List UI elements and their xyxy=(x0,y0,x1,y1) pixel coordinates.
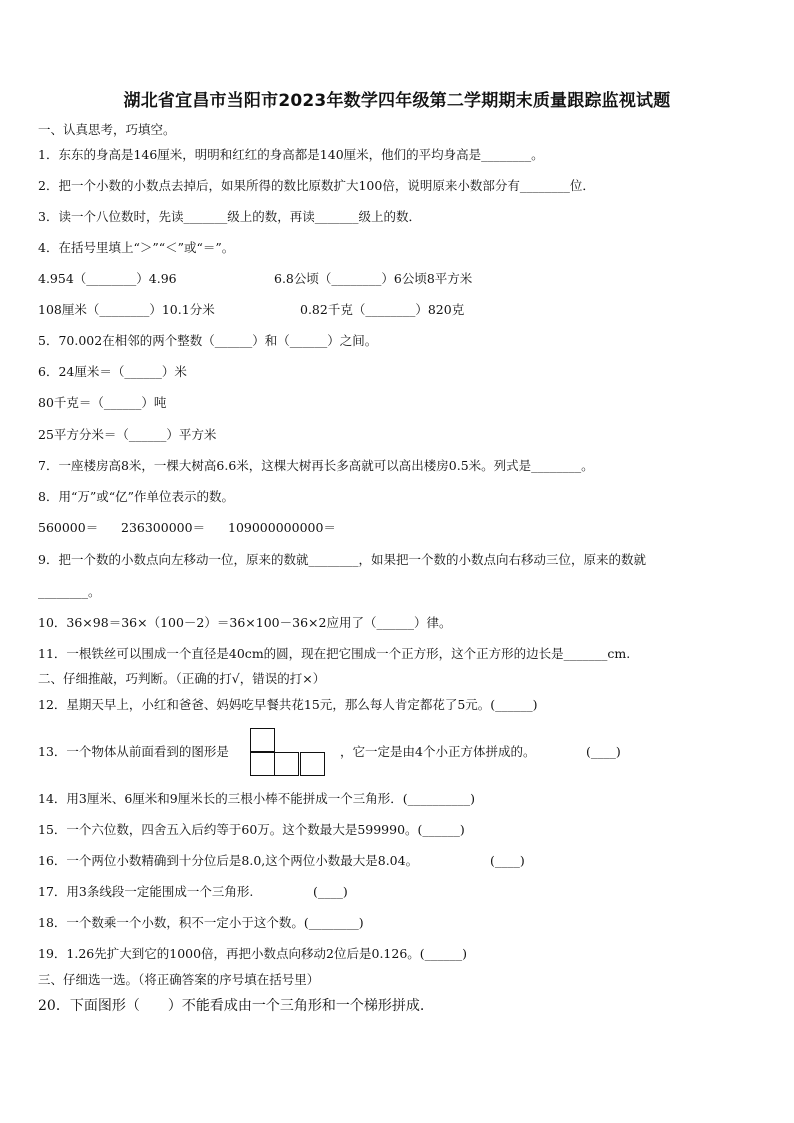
question-12: 12．星期天早上，小红和爸爸、妈妈吃早餐共花15元，那么每人肯定都花了5元。(______) xyxy=(38,697,538,712)
question-13 xyxy=(38,744,738,760)
question-19: 19．1.26先扩大到它的1000倍，再把小数点向移动2位后是0.126。(______) xyxy=(38,946,468,961)
section-3-heading: 三、仔细选一选。（将正确答案的序号填在括号里） xyxy=(38,972,320,987)
question-8-item-b: 236300000＝ xyxy=(121,520,206,535)
section-1-heading: 一、认真思考，巧填空。 xyxy=(38,122,176,137)
question-6-line-3: 25平方分米＝（______）平方米 xyxy=(38,427,217,442)
question-17-answer: (____) xyxy=(313,884,348,899)
question-13-answer: (____) xyxy=(586,744,621,759)
question-15: 15．一个六位数，四舍五入后约等于60万。这个数最大是599990。(______) xyxy=(38,822,465,837)
question-4-item-a: 4.954（________）4.96 xyxy=(38,271,177,286)
question-4-row-2 xyxy=(38,302,738,318)
section-2-heading: 二、仔细推敲，巧判断。（正确的打√，错误的打×） xyxy=(38,671,326,686)
question-9-line-2: ________。 xyxy=(38,584,101,599)
figure-square xyxy=(300,752,325,776)
question-6-line-1: 6．24厘米＝（______）米 xyxy=(38,364,187,379)
question-4-item-b: 6.8公顷（________）6公顷8平方米 xyxy=(274,271,473,286)
question-2: 2．把一个小数的小数点去掉后，如果所得的数比原数扩大100倍，说明原来小数部分有________位． xyxy=(38,178,595,193)
figure-square xyxy=(250,752,275,776)
question-16 xyxy=(38,853,738,869)
question-13-text-a: 13．一个物体从前面看到的图形是 xyxy=(38,744,229,759)
question-16-answer: (____) xyxy=(490,853,525,868)
question-4-item-d: 0.82千克（________）820克 xyxy=(300,302,465,317)
page-title: 湖北省宜昌市当阳市2023年数学四年级第二学期期末质量跟踪监视试题 xyxy=(123,91,671,111)
question-4-row-1 xyxy=(38,271,738,287)
question-4-item-c: 108厘米（________）10.1分米 xyxy=(38,302,215,317)
question-13-text-b: ，它一定是由4个小正方体拼成的。 xyxy=(340,744,536,759)
question-5: 5．70.002在相邻的两个整数（______）和（______）之间。 xyxy=(38,333,378,348)
question-17-text: 17．用3条线段一定能围成一个三角形. xyxy=(38,884,254,899)
question-18: 18．一个数乘一个小数，积不一定小于这个数。(________) xyxy=(38,915,364,930)
question-3: 3．读一个八位数时，先读_______级上的数，再读_______级上的数． xyxy=(38,209,421,224)
question-17 xyxy=(38,884,738,900)
question-1: 1．东东的身高是146厘米，明明和红红的身高都是140厘米，他们的平均身高是________。 xyxy=(38,147,544,162)
question-7: 7．一座楼房高8米，一棵大树高6.6米，这棵大树再长多高就可以高出楼房0.5米。列式是________。 xyxy=(38,458,594,473)
figure-square xyxy=(250,728,275,752)
front-view-figure xyxy=(250,728,328,778)
question-4: 4．在括号里填上“＞”“＜”或“＝”。 xyxy=(38,240,235,255)
question-11: 11．一根铁丝可以围成一个直径是40cm的圆，现在把它围成一个正方形，这个正方形的边长是_______cm. xyxy=(38,646,631,661)
question-20: 20．下面图形（ ）不能看成由一个三角形和一个梯形拼成. xyxy=(38,998,425,1014)
question-10: 10．36×98＝36×（100－2）＝36×100－36×2应用了（______）律。 xyxy=(38,615,452,630)
question-9-line-1: 9．把一个数的小数点向左移动一位，原来的数就________，如果把一个数的小数点向右移动三位，原来的数就 xyxy=(38,552,646,567)
question-8-item-c: 109000000000＝ xyxy=(228,520,336,535)
question-6-line-2: 80千克＝（______）吨 xyxy=(38,395,167,410)
question-8: 8．用“万”或“亿”作单位表示的数。 xyxy=(38,489,235,504)
question-14: 14．用3厘米、6厘米和9厘米长的三根小棒不能拼成一个三角形．(__________) xyxy=(38,791,476,806)
question-8-item-a: 560000＝ xyxy=(38,520,99,535)
figure-square xyxy=(274,752,299,776)
question-16-text: 16．一个两位小数精确到十分位后是8.0,这个两位小数最大是8.04。 xyxy=(38,853,419,868)
question-8-row xyxy=(38,520,738,536)
